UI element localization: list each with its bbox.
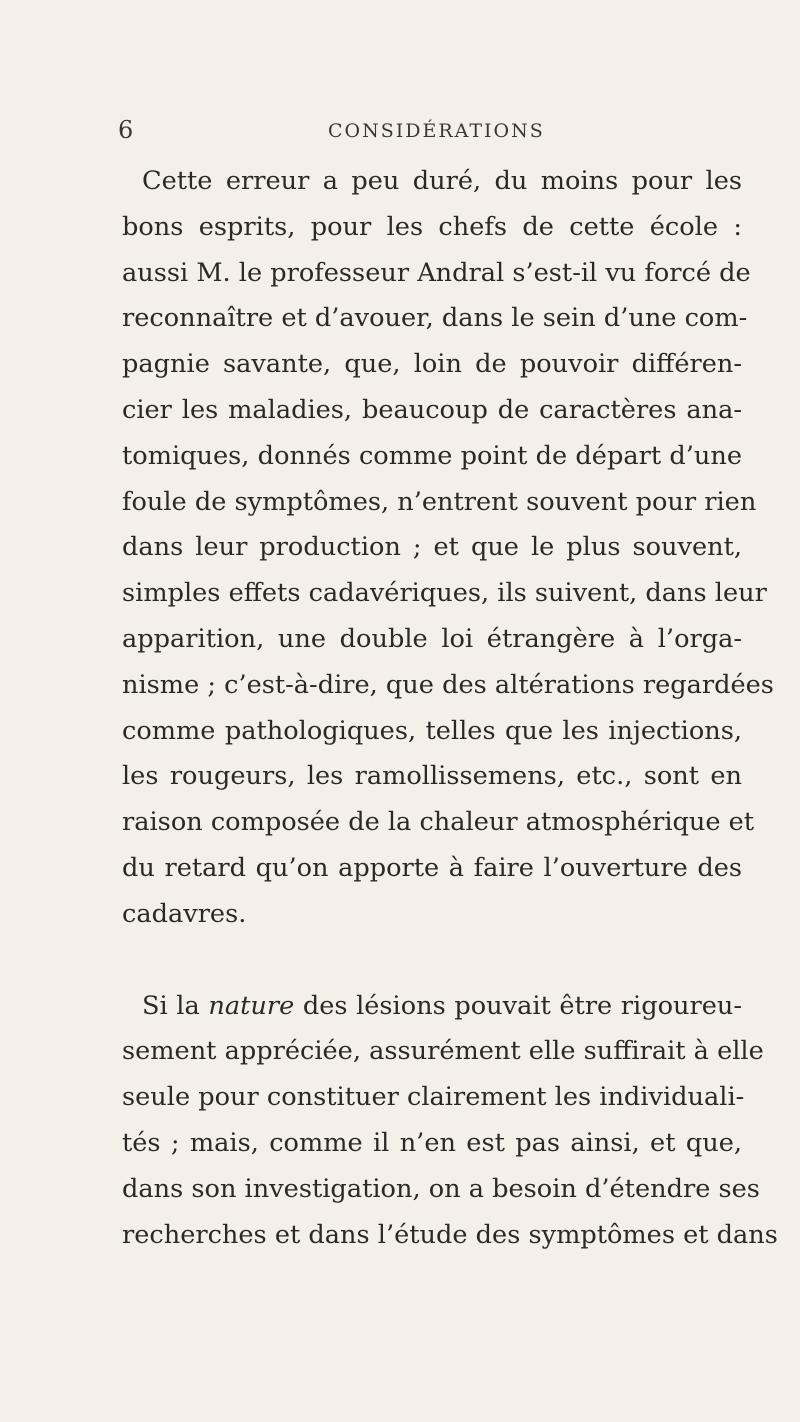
text-line: cadavres. [122,898,247,929]
text-line: apparition, une double loi étrangère à l’orga- [122,623,742,654]
text-line: simples effets cadavériques, ils suivent, dans leur [122,578,767,609]
text-line [122,984,742,1030]
italic-word: nature [208,990,295,1021]
text-line: tomiques, donnés comme point de départ d’une [122,440,742,471]
running-head: CONSIDÉRATIONS [328,120,545,142]
text-line: sement appréciée, assurément elle suffirait à elle [122,1036,764,1067]
text-line: aussi M. le professeur Andral s’est-il vu forcé de [122,257,751,288]
paragraph-gap [122,938,742,984]
text-line: raison composée de la chaleur atmosphérique et [122,807,755,838]
text-line: seule pour constituer clairement les individuali- [122,1082,745,1113]
text-line: recherches et dans l’étude des symptômes et dans [122,1219,778,1250]
text-line: cier les maladies, beaucoup de caractères ana- [122,394,742,425]
text-line: les rougeurs, les ramollissemens, etc., sont en [122,761,742,792]
text-line: bons esprits, pour les chefs de cette école : [122,211,742,242]
text-line: nisme ; c’est-à-dire, que des altérations regardées [122,669,774,700]
text-line: pagnie savante, que, loin de pouvoir différen- [122,349,742,380]
text-line: reconnaître et d’avouer, dans le sein d’une com- [122,303,748,334]
text-line: Cette erreur a peu duré, du moins pour les [142,166,742,196]
text-line: dans leur production ; et que le plus souvent, [122,532,742,563]
text-fragment: des lésions pouvait être rigoureu- [302,990,742,1021]
text-line: dans son investigation, on a besoin d’étendre ses [122,1173,760,1204]
text-line: tés ; mais, comme il n’en est pas ainsi, et que, [122,1127,742,1158]
text-fragment: Si la [142,990,200,1021]
text-line: comme pathologiques, telles que les injections, [122,715,742,746]
body-text [122,159,778,1258]
text-line: du retard qu’on apporte à faire l’ouverture des [122,852,742,883]
page-header [118,116,758,146]
text-line: foule de symptômes, n’entrent souvent pour rien [122,486,757,517]
page-number: 6 [118,116,134,144]
